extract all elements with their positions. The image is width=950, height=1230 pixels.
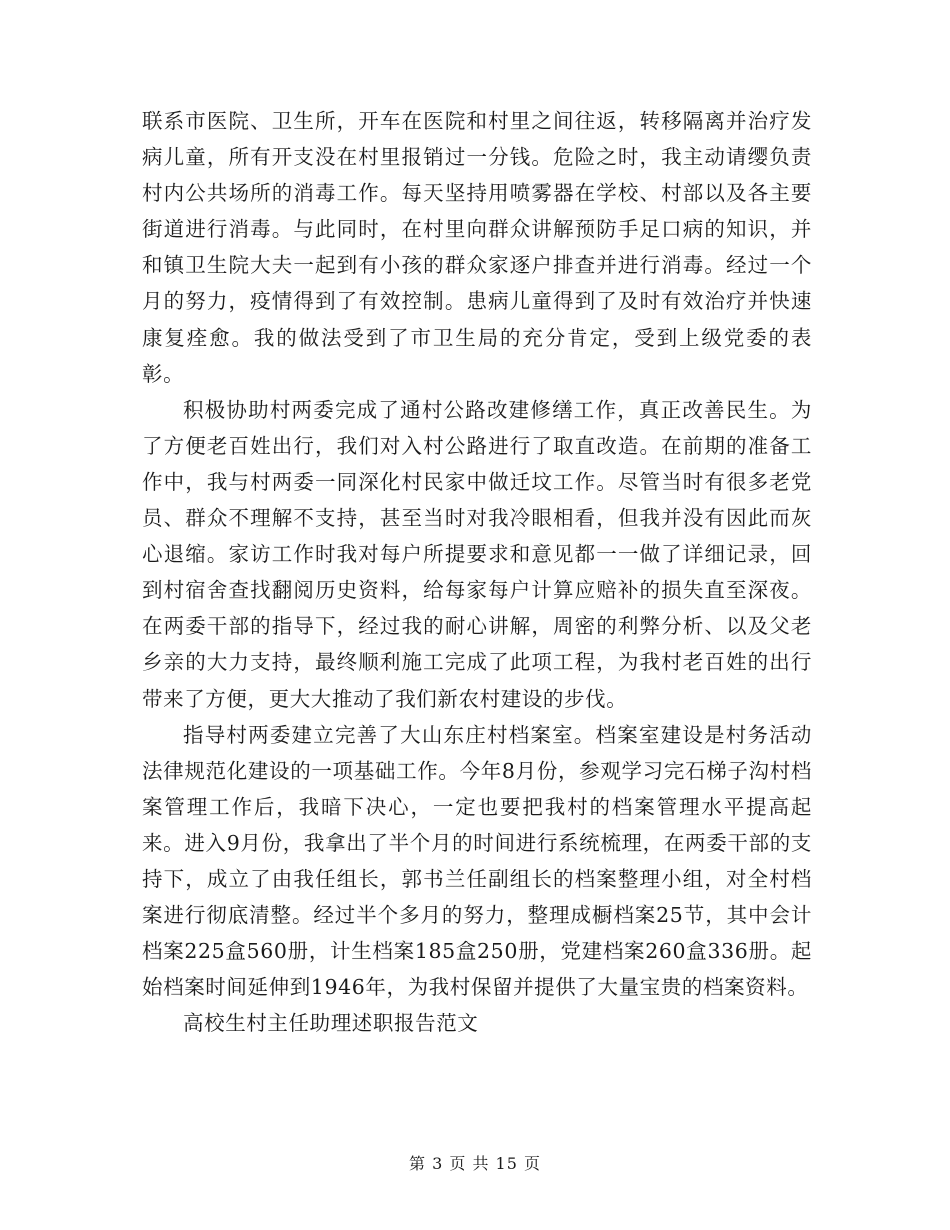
document-body bbox=[142, 103, 812, 1041]
page-number-footer: 第 3 页 共 15 页 bbox=[409, 1154, 541, 1173]
paragraph-archive-room: 指导村两委建立完善了大山东庄村档案室。档案室建设是村务活动法律规范化建设的一项基础工作。今年8月份，参观学习完石梯子沟村档案管理工作后，我暗下决心，一定也要把我村的档案管理水平提高起来。进入9月份，我拿出了半个月的时间进行系统梳理，在两委干部的支持下，成立了由我任组长，郭书兰任副组长的档案整理小组，对全村档案进行彻底清整。经过半个多月的努力，整理成橱档案25节，其中会计档案225盒560册，计生档案185盒250册，党建档案260盒336册。起始档案时间延伸到1946年，为我村保留并提供了大量宝贵的档案资料。 bbox=[142, 722, 812, 1000]
paragraph-continuation: 联系市医院、卫生所，开车在医院和村里之间往返，转移隔离并治疗发病儿童，所有开支没在村里报销过一分钱。危险之时，我主动请缨负责村内公共场所的消毒工作。每天坚持用喷雾器在学校、村部以及各主要街道进行消毒。与此同时，在村里向群众讲解预防手足口病的知识，并和镇卫生院大夫一起到有小孩的群众家逐户排查并进行消毒。经过一个月的努力，疫情得到了有效控制。患病儿童得到了及时有效治疗并快速康复痊愈。我的做法受到了市卫生局的充分肯定，受到上级党委的表彰。 bbox=[142, 109, 812, 386]
section-heading: 高校生村主任助理述职报告范文 bbox=[183, 1011, 479, 1036]
paragraph-road-reconstruction: 积极协助村两委完成了通村公路改建修缮工作，真正改善民生。为了方便老百姓出行，我们对入村公路进行了取直改造。在前期的准备工作中，我与村两委一同深化村民家中做迁坟工作。尽管当时有很多老党员、群众不理解不支持，甚至当时对我冷眼相看，但我并没有因此而灰心退缩。家访工作时我对每户所提要求和意见都一一做了详细记录，回到村宿舍查找翻阅历史资料，给每家每户计算应赔补的损失直至深夜。在两委干部的指导下，经过我的耐心讲解，周密的利弊分析、以及父老乡亲的大力支持，最终顺利施工完成了此项工程，为我村老百姓的出行带来了方便，更大大推动了我们新农村建设的步伐。 bbox=[142, 397, 812, 711]
